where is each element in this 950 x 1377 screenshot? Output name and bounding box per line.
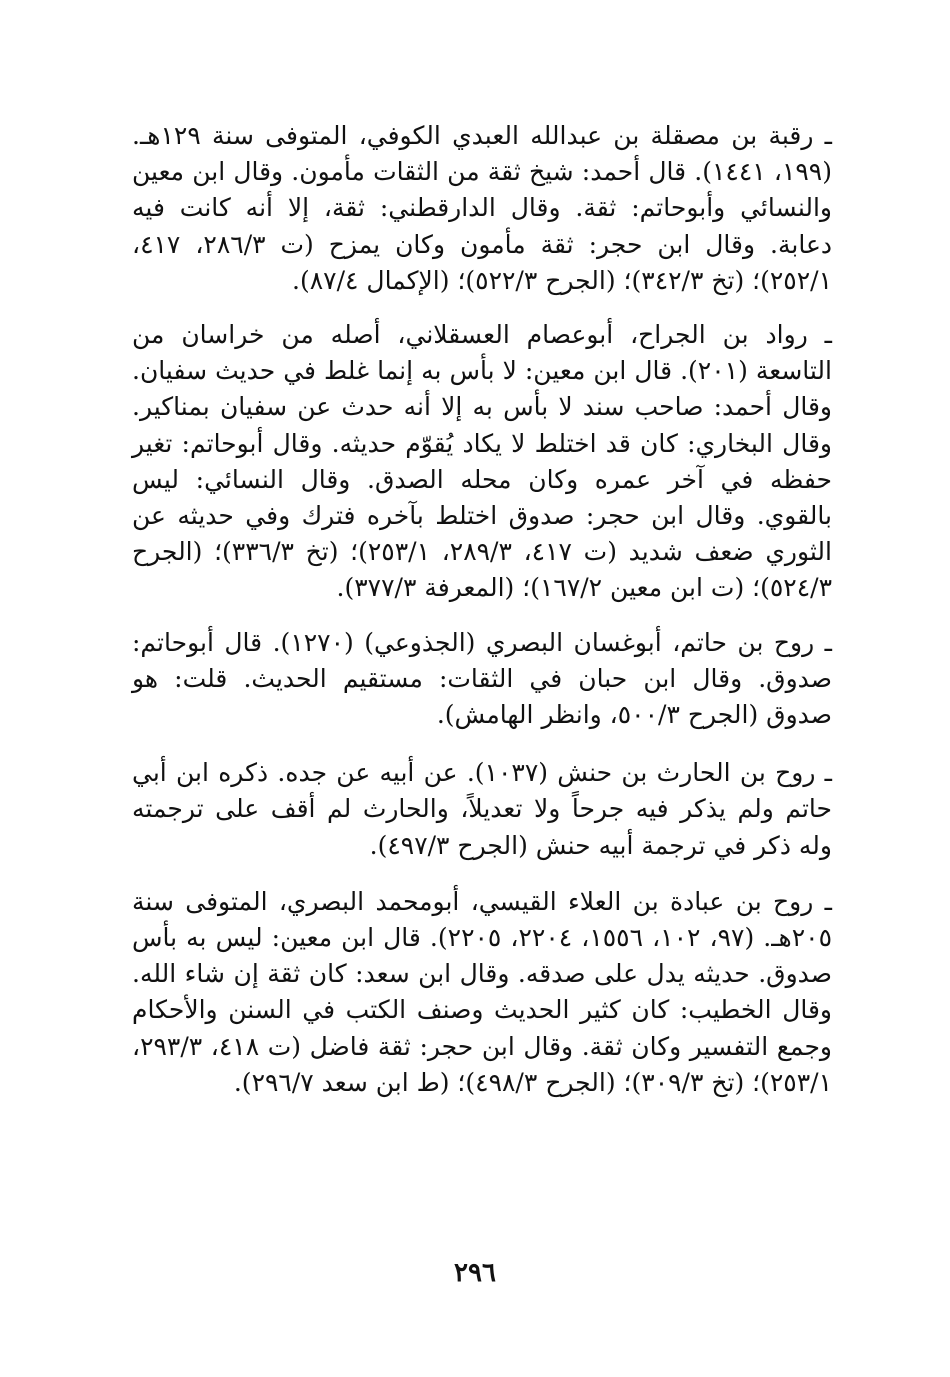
biography-entry: ـ رقبة بن مصقلة بن عبدالله العبدي الكوفي، المتوفى سنة ١٢٩هـ. (١٩٩، ١٤٤١). قال أحمد: شيخ ثقة من الثقات مأمون. وقال ابن معين والنسائي وأبوحاتم: ثقة. وقال الدارقطني: ثقة، إلا أنه كانت فيه دعابة. وقال ابن حجر: ثقة مأمون وكان يمزح (ت ٢٨٦/٣، ٤١٧، ٢٥٢/١)؛ (تخ ٣٤٢/٣)؛ (الجرح ٥٢٢/٣)؛ (الإكمال ٨٧/٤).	[132, 121, 832, 295]
entries-list	[132, 118, 832, 1101]
biography-entry: ـ روح بن حاتم، أبوغسان البصري (الجذوعي) (١٢٧٠). قال أبوحاتم: صدوق. وقال ابن حبان في الثقات: مستقيم الحديث. قلت: هو صدوق (الجرح ٥٠٠/٣، وانظر الهامش).	[132, 627, 832, 730]
biography-entry: ـ روح بن عبادة بن العلاء القيسي، أبومحمد البصري، المتوفى سنة ٢٠٥هـ. (٩٧، ١٠٢، ١٥٥٦، ٢٢٠٤، ٢٢٠٥). قال ابن معين: ليس به بأس صدوق. حديثه يدل على صدقه. وقال ابن سعد: كان ثقة إن شاء الله. وقال الخطيب: كان كثير الحديث وصنف الكتب في السنن والأحكام وجمع التفسير وكان ثقة. وقال ابن حجر: ثقة فاضل (ت ٤١٨، ٢٩٣/٣، ٢٥٣/١)؛ (تخ ٣٠٩/٣)؛ (الجرح ٤٩٨/٣)؛ (ط ابن سعد ٢٩٦/٧).	[132, 886, 833, 1097]
biography-entry: ـ رواد بن الجراح، أبوعصام العسقلاني، أصله من خراسان من التاسعة (٢٠١). قال ابن معين: لا بأس به إنما غلط في حديث سفيان. وقال أحمد: صاحب سند لا بأس به إلا أنه حدث عن سفيان بمناكير. وقال البخاري: كان قد اختلط لا يكاد يُقوّم حديثه. وقال أبوحاتم: تغير حفظه في آخر عمره وكان محله الصدق. وقال النسائي: ليس بالقوي. وقال ابن حجر: صدوق اختلط بآخره فترك وفي حديثه عن الثوري ضعف شديد (ت ٤١٧، ٢٨٩/٣، ٢٥٣/١)؛ (تخ ٣٣٦/٣)؛ (الجرح ٥٢٤/٣)؛ (ت ابن معين ١٦٧/٢)؛ (المعرفة ٣٧٧/٣).	[132, 320, 832, 603]
page-number: ٢٩٦	[454, 1258, 496, 1288]
biography-entry: ـ روح بن الحارث بن حنش (١٠٣٧). عن أبيه عن جده. ذكره ابن أبي حاتم ولم يذكر فيه جرحاً ولا تعديلاً، والحارث لم أقف على ترجمته وله ذكر في ترجمة أبيه حنش (الجرح ٤٩٧/٣).	[132, 758, 832, 860]
